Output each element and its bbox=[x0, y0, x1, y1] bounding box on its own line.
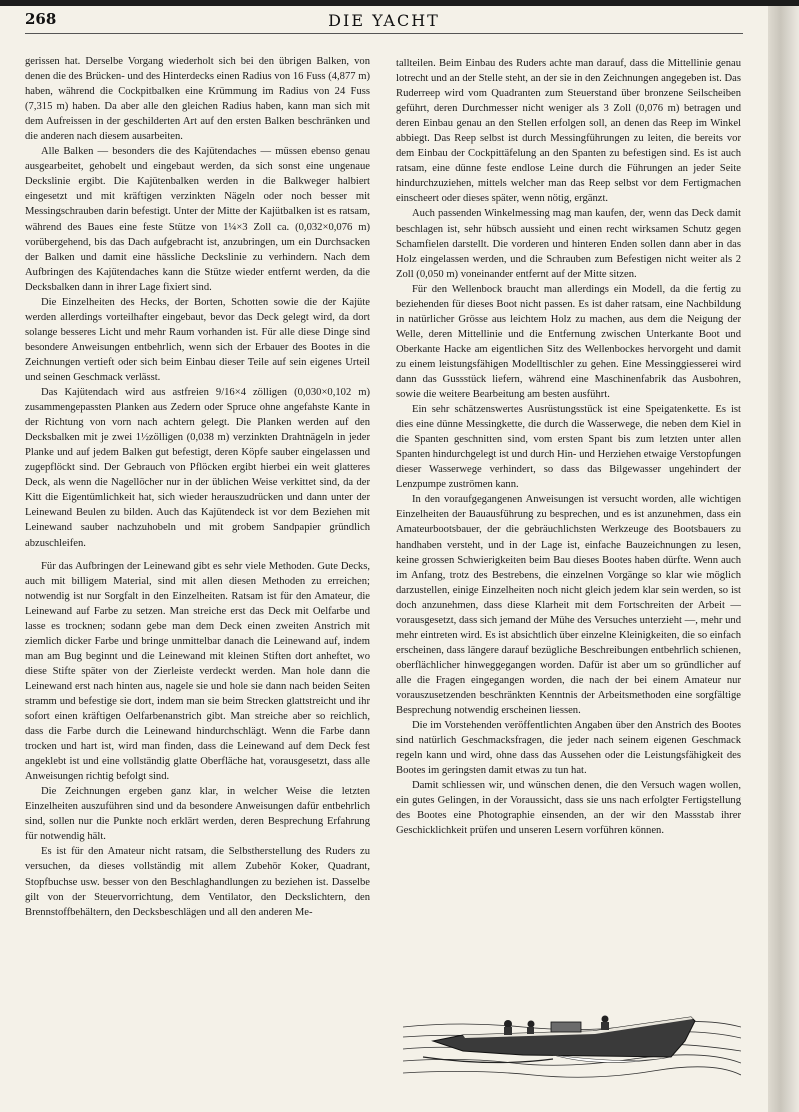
motorboat-illustration bbox=[403, 997, 741, 1083]
paragraph: Die im Vorstehenden veröffentlichten Angaben über den Anstrich des Bootes sind natürlich Geschmacksfragen, die jeder nach seinem eigenen Geschmack regeln kann und wird, ohne dass das Aussehen oder die Leistungsfähigkeit des Bootes im geringsten damit etwas zu tun hat. bbox=[396, 720, 741, 777]
page-number: 268 bbox=[25, 10, 57, 28]
paragraph: Es ist für den Amateur nicht ratsam, die Selbstherstellung des Ruders zu versuchen, da dieses vollständig mit allem Zubehör Koker, Quadrant, Stopfbuchse usw. besser von den Beschlaghandlungen zu beziehen ist. Dasselbe gilt von der Steuervorrichtung, dem Ventilator, den Deckslichtern, den Brennstoffbehältern, den Decksbeschlägen und all den anderen Me- bbox=[25, 846, 370, 918]
paragraph: gerissen hat. Derselbe Vorgang wiederholt sich bei den übrigen Balken, von denen die des Brücken- und des Hinterdecks einen Radius von 16 Fuss (4,877 m) haben, während die Cockpitbalken eine Krümmung im Radius von 24 Fuss (7,315 m) haben. Da aber alle den gleichen Radius haben, kann man sich mit dem Aufreissen in der geschilderten Art auf den ersten Balken beschränken und die anderen nach diesem ausarbeiten. bbox=[25, 56, 370, 143]
paragraph: Ein sehr schätzenswertes Ausrüstungsstück ist eine Speigatenkette. Es ist dies eine dünne Messingkette, die durch die Wasserwege, die neben dem Kiel in die Spanten geschnitten sind, vom ersten Spant bis zum letzten unter allen Spanten hindurchgelegt ist und durch Hin- und Herziehen etwaige Verstopfungen dieser Wasserwege verhindert, so dass das Bilgewasser ungehindert der Lenzpumpe zuströmen kann. bbox=[396, 404, 741, 491]
right-text-column bbox=[396, 56, 741, 838]
header-rule bbox=[25, 33, 743, 34]
paragraph: tallteilen. Beim Einbau des Ruders achte man darauf, dass die Mittellinie genau lotrecht und an der Stelle steht, an der sie in den Zeichnungen angegeben ist. Das Ruderreep wird vom Quadranten zum Steuerstand über bronzene Seilscheiben geführt, deren Durchmesser nicht weniger als 3 Zoll (0,076 m) betragen und deren Einbau genau an den Stellen erfolgen soll, an denen das Reep im Winkel abbiegt. Das Reep selbst ist durch Messingführungen zu leiten, die bereits vor dem Einbau der Cockpittäfelung an den Spanten zu befestigen sind. Es ist auch ratsam, eine dünne feste endlose Leine durch die Führungen an jeder Seite hindurchzuziehen, mittels welcher man das Reep selbst vor dem Fertigmachen einscheert oder dieses später, wenn nötig, ergänzt. bbox=[396, 58, 741, 205]
paragraph: Damit schliessen wir, und wünschen denen, die den Versuch wagen wollen, ein gutes Gelingen, in der Voraussicht, dass sie uns nach erfolgter Fertigstellung des Bootes eine Photographie einsenden, an der wir den Massstab ihrer Geschicklichkeit prüfen und unseren Lesern vorführen können. bbox=[396, 780, 741, 837]
running-head: DIE YACHT bbox=[328, 11, 440, 30]
paragraph: Das Kajütendach wird aus astfreien 9/16×4 zölligen (0,030×0,102 m) zusammengepassten Planken aus Zedern oder Spruce ohne angefahste Kante in der Richtung von vorn nach achtern gelegt. Die Planken werden auf den Decksbalken mit je zwei 1½zölligen (0,038 m) verzinkten Drahtnägeln in jeder Planke und auf jedem Balken gut befestigt, deren Köpfe sauber eingelassen und zugepflöckt sind. Der Gebrauch von Pflöcken ergibt hierbei ein weit glatteres Deck, als wenn die Nagellöcher nur in der üblichen Weise verkittet sind, da der Kitt die Eigentümlichkeit hat, sich wieder herauszudrücken und dann unter der Leinewand Beulen zu bilden. Auch das Kajütendeck ist vor dem Beziehen mit Leinewand sauber nachzuhobeln und mit grobem Sandpapier gründlich abzuschleifen. bbox=[25, 387, 370, 549]
paragraph: In den voraufgegangenen Anweisungen ist versucht worden, alle wichtigen Einzelheiten der Bauausführung zu besprechen, und es ist anzunehmen, dass ein Amateurbootsbauer, der die gebräuchlichsten Werkzeuge des Bootsbauers zu handhaben versteht, und in der Lage ist, einfache Bauzeichnungen zu lesen, keine grossen Schwierigkeiten beim Bau dieses Bootes haben dürfte. Wenn auch im Anfang, trotz des Bestrebens, die einzelnen Vorgänge so klar wie möglich darzustellen, einige Einzelheiten noch nicht gleich jedem klar sein werden, so ist doch anzunehmen, dass diese Klarheit mit dem Fortschreiten der Arbeit — vorausgesetzt, dass sich jemand der Mühe des Versuches unterzieht —, mehr und mehr eintreten wird. Es ist absichtlich über einzelne Kleinigkeiten, die so einfach erscheinen, dass längere darauf bezügliche Beschreibungen entbehrlich schienen, oberflächlicher hinweggegangen worden. Dafür ist aber um so gründlicher auf alle die Fragen eingegangen worden, die nach der bei einem Amateur nur vorauszusetzenden beschränkten Kenntnis der Arbeitsmethoden eine sorgfältige Besprechung notwendig erscheinen liessen. bbox=[396, 494, 741, 717]
paragraph: Die Zeichnungen ergeben ganz klar, in welcher Weise die letzten Einzelheiten auszuführen sind und da besondere Anweisungen dafür entbehrlich sind, sollen nur die Punkte noch erklärt werden, deren Besprechung Erfahrung für notwendig hält. bbox=[25, 786, 370, 843]
paragraph: Alle Balken — besonders die des Kajütendaches — müssen ebenso genau ausgearbeitet, gehobelt und eingebaut werden, da sich sonst eine ungenaue Deckslinie ergibt. Die Kajütenbalken werden in die Balkweger halbiert eingesetzt und mit kräftigen verzinkten Nägeln oder noch besser mit Messingschrauben darin befestigt. Unter der Mitte der Kajütbalken ist es ratsam, während des Baues eine feste Stütze von 1¼×3 Zoll ca. (0,032×0,076 m) vorübergehend, bis das Dach aufgebracht ist, anzubringen, um ein Durchsacken der Balken und damit eine hässliche Deckslinie zu verhindern. Nach dem Aufbringen des Kajütendaches kann die Stütze wieder entfernt werden, da die Decksbalken dann in ihrer Lage fixiert sind. bbox=[25, 146, 370, 293]
left-text-column bbox=[25, 54, 370, 920]
paragraph: Auch passenden Winkelmessing mag man kaufen, der, wenn das Deck damit beschlagen ist, sehr hübsch aussieht und einen recht wirksamen Schutz gegen Schamfielen darstellt. Die vorderen und hinteren Enden sollen dann aber in das Holz eingelassen werden, und die Schrauben zum Befestigen nicht weiter als 2 Zoll (0,050 m) voneinander entfernt auf der Mitte sitzen. bbox=[396, 208, 741, 280]
paragraph: Für den Wellenbock braucht man allerdings ein Modell, da die fertig zu beziehenden für dieses Boot nicht passen. Es ist daher ratsam, eine Nachbildung in natürlicher Grösse aus leichtem Holz zu machen, aus dem die Neigung der Welle, deren Mittellinie und die Entfernung zwischen Unterkante Boot und Oberkante Hacke am eigentlichen Sitz des Wellenbockes hervorgeht und damit zu einem leistungsfähigen Modelltischler zu gehen. Eine Messinggiesserei wird dann das Gussstück liefern, während eine Maschinenfabrik das Ausbohren, sowie die weitere Bearbeitung am besten ausführt. bbox=[396, 283, 741, 401]
paragraph: Die Einzelheiten des Hecks, der Borten, Schotten sowie die der Kajüte werden allerdings vorteilhafter eingebaut, bevor das Deck gelegt wird, da dort solange besseres Licht und mehr Raum vorhanden ist. Für alle diese Dinge sind besondere Anweisungen entbehrlich, wenn sich der Erbauer des Bootes in die Zeichnungen vertieft oder sich beim Einbau dieser Teile auf sein eigenes Urteil und seinen Geschmack verlässt. bbox=[25, 296, 370, 383]
scan-top-edge bbox=[0, 0, 799, 6]
paragraph: Für das Aufbringen der Leinewand gibt es sehr viele Methoden. Gute Decks, auch mit billigem Material, sind mit allen diesen Methoden zu erreichen; notwendig ist nur Sorgfalt in den Einzelheiten. Ratsam ist für den Amateur, die Leinewand auf Farbe zu setzen. Man streiche erst das Deck mit Oelfarbe und lasse es trocknen; sodann gebe man dem Deck einen zweiten Anstrich mit ziemlich dicker Farbe und bringe unmittelbar danach die Leinewand auf, indem man am Bug beginnt und die Leinewand mit kleinen Stiften dort anheftet, wo diese Stifte später von der Zierleiste verdeckt werden. Man hole dann die Leinewand erst nach hinten aus, nagele sie und hole sie dann nach beiden Seiten stramm und befestige sie dort, indem man sie beim Strecken glattstreicht und ihr sofort einen kräftigen Oelfarbenanstrich gibt. Man streiche aber so reichlich, dass die Farbe durch die Leinewand hindurchschlägt. Wenn die Farbe dann trocken und hart ist, wird man finden, dass die Leinewand auf dem Deck fest angeklebt ist und eine vollständig glatte Oberfläche hat, vorausgesetzt, dass alle Anweisungen richtig befolgt sind. bbox=[25, 560, 370, 783]
book-gutter bbox=[768, 0, 799, 1112]
